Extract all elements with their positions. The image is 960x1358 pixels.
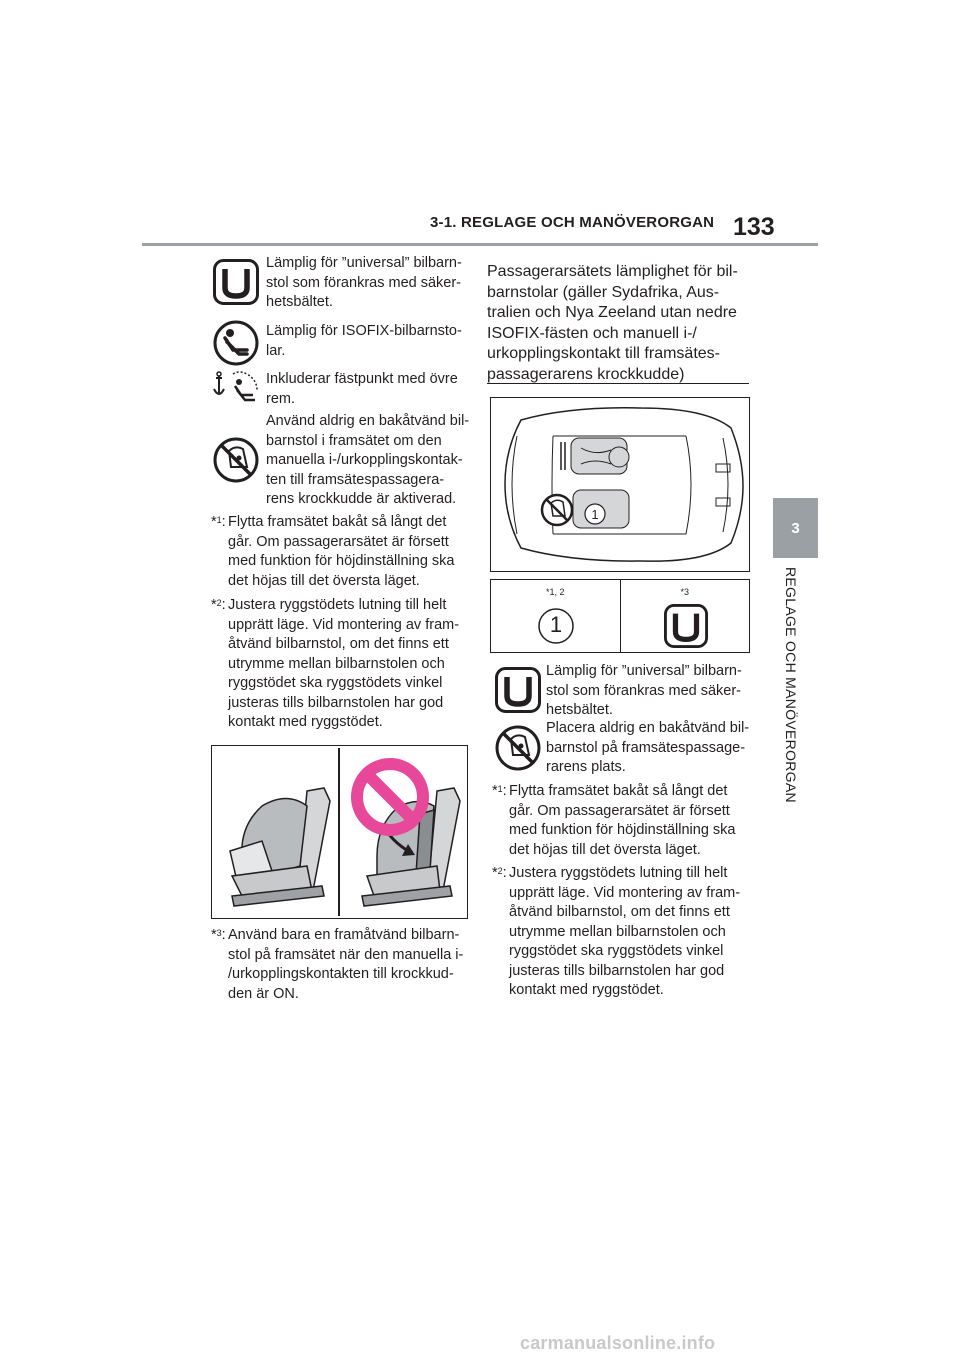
note-3-left: *$^3$: Använd bara en framåtvänd bilbarn- stol på framsätet när den manuella i- /urkopplingskontakten till krockkud- den är ON. (211, 927, 464, 1002)
legend-prohibited-text-right: Placera aldrig en bakåtvänd bil- barnstol på framsätespassage- rarens plats. (546, 720, 750, 775)
note-1-left: *$^1$: Flytta framsätet bakåt så långt det går. Om passagerarsätet är försett med funktion för höjdinställning ska det höjas till det översta läget. (211, 514, 455, 589)
isofix-child-seat-icon (213, 320, 259, 371)
legend-universal-text: Lämplig för ”universal” bilbarn- stol som förankras med säker- hetsbältet. (266, 255, 462, 310)
note-2-right: *$^2$: Justera ryggstödets lutning till helt upprätt läge. Vid montering av fram- åtvänd bilbarnstol, om det finns ett utrymme mellan bilbarnstolen och ryggstödet ska ryggstödets vinkel justeras tills bilbarnstolen har god kontakt med ryggstödet. (492, 865, 741, 998)
car-seat-position-diagram (490, 397, 750, 572)
chapter-title: REGLAGE OCH MANÖVERORGAN (783, 567, 799, 803)
note-2-left: *$^2$: Justera ryggstödets lutning till helt upprätt läge. Vid montering av fram- åtvänd bilbarnstol, om det finns ett utrymme mellan bilbarnstolen och ryggstödet ska ryggstödets vinkel justeras tills bilbarnstolen har god kontakt med ryggstödet. (211, 597, 460, 730)
legend-tether-text: Inkluderar fästpunkt med övre rem. (266, 371, 458, 407)
box-heading: Passagerarsätets lämplighet för bil- barnstolar (gäller Sydafrika, Aus- tralien och Nya Zeeland utan nedre ISOFIX-fästen och manuell i-/ urkopplingskontakt till framsätes- passagerarens krockkudde) (487, 263, 738, 383)
table-seat-number: 1 (549, 612, 563, 637)
child-seat-illustration (211, 745, 468, 919)
box-heading-rule (487, 383, 749, 384)
prohibited-rear-facing-seat-icon (213, 437, 259, 488)
legend-universal-text-right: Lämplig för ”universal” bilbarn- stol som förankras med säker- hetsbältet. (546, 663, 742, 718)
diagram-seat-label: 1 (591, 507, 599, 522)
universal-u-icon (664, 604, 708, 648)
prohibited-rear-facing-seat-icon (495, 725, 541, 776)
legend-prohibited-text: Använd aldrig en bakåtvänd bil- barnstol i framsätet om den manuella i-/urkopplingskontak- ten till framsätespassagera- rens krockkudde är aktiverad. (266, 413, 470, 507)
table-cell-front-seat-1-2: *1, 2 1 (491, 580, 621, 653)
universal-u-icon (213, 259, 259, 310)
table-cell-front-seat-3: *3 (620, 580, 750, 653)
seat-suitability-table (490, 579, 750, 653)
note-1-right: *$^1$: Flytta framsätet bakåt så långt det går. Om passagerarsätet är försett med funktion för höjdinställning ska det höjas till det översta läget. (492, 783, 736, 858)
legend-isofix-text: Lämplig för ISOFIX-bilbarnsto- lar. (266, 323, 462, 359)
header-rule (142, 243, 818, 246)
section-title: 3-1. REGLAGE OCH MANÖVERORGAN (430, 214, 715, 231)
footer-watermark: carmanualsonline.info (520, 1333, 716, 1353)
chapter-number: 3 (791, 520, 800, 537)
top-tether-anchor-icon (213, 368, 261, 409)
page-number: 133 (733, 213, 775, 241)
universal-u-icon (495, 667, 541, 718)
